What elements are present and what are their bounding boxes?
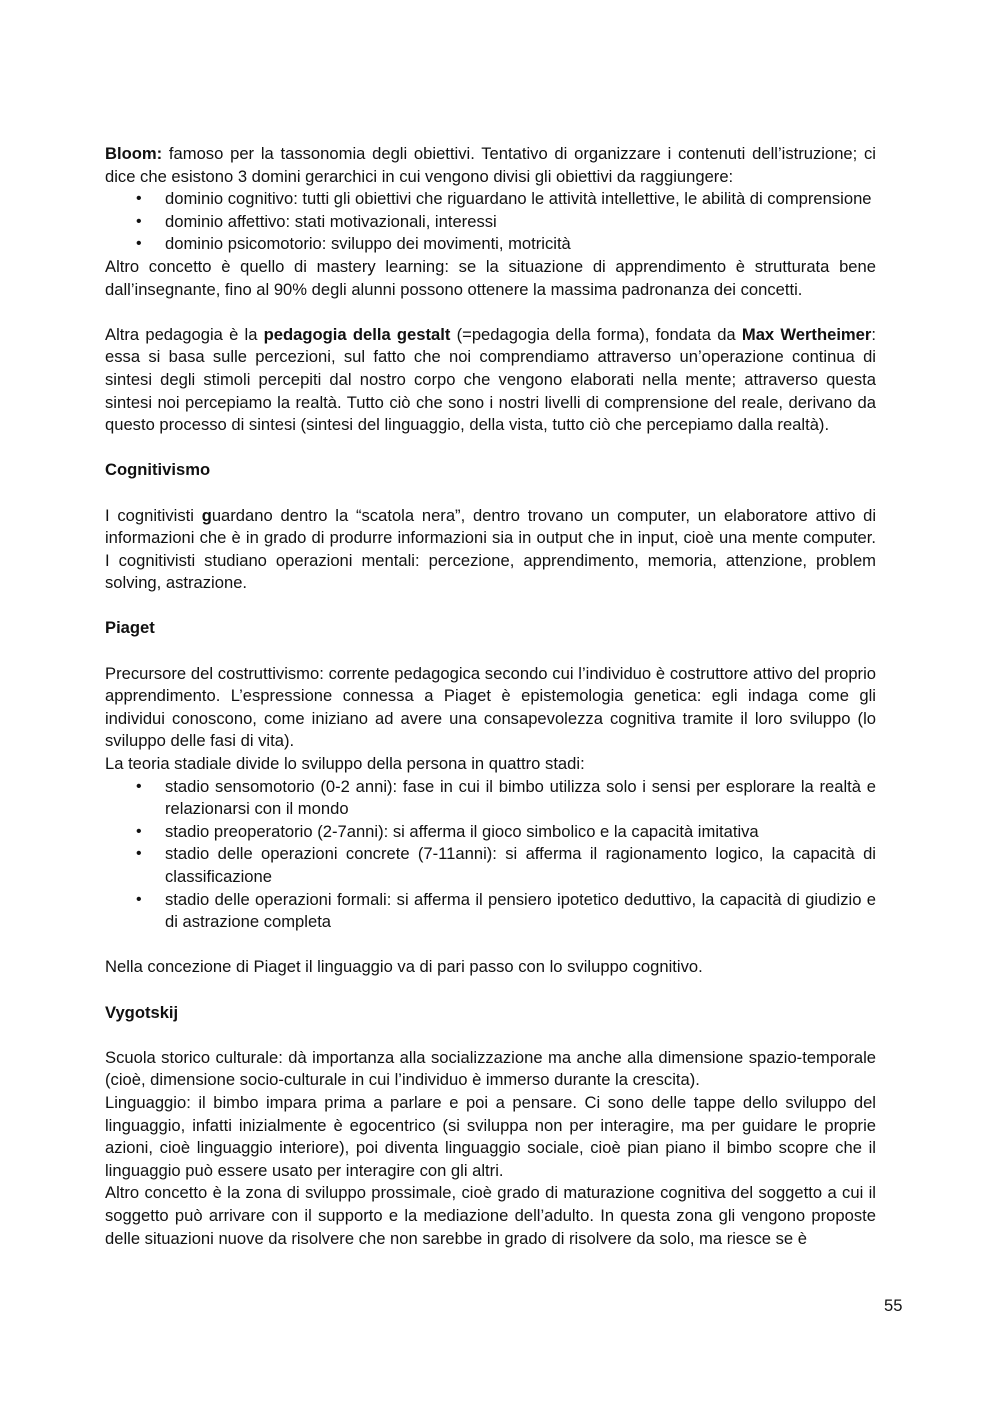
- page-number: 55: [884, 1296, 903, 1315]
- mastery-paragraph: Altro concetto è quello di mastery learning: se la situazione di apprendimento è strutturata bene dall’insegnante, fino al 90% degli alunni possono ottenere la massima padronanza dei concetti.: [105, 256, 876, 299]
- gestalt-paragraph: Altra pedagogia è la pedagogia della gestalt (=pedagogia della forma), fondata da Max Wertheimer: essa si basa sulle percezioni, sul fatto che noi comprendiamo attraverso un’operazione continua di sintesi degli stimoli percepiti dal nostro corpo che vengono elaborati nella mente; attraverso questa sintesi noi percepiamo la realtà. Tutto ciò che sono i nostri livelli di comprensione del reale, derivano da questo processo di sintesi (sintesi del linguaggio, della vista, tutto ciò che percepiamo dalla realtà).: [105, 324, 876, 435]
- heading-piaget: Piaget: [105, 618, 155, 638]
- bloom-intro: Bloom: famoso per la tassonomia degli obiettivi. Tentativo di organizzare i contenuti dell’istruzione; ci dice che esistono 3 domini gerarchici in cui vengono divisi gli obiettivi da raggiungere:: [105, 144, 876, 186]
- piaget-paragraph-1: Precursore del costruttivismo: corrente pedagogica secondo cui l’individuo è costruttore attivo del proprio apprendimento. L’espressione connessa a Piaget è epistemologia genetica: egli indaga come gli individui conoscono, come iniziano ad avere una consapevolezza cognitiva tramite il loro sviluppo (lo sviluppo delle fasi di vita).: [105, 663, 876, 751]
- list-item: • stadio sensomotorio (0-2 anni): fase in cui il bimbo utilizza solo i sensi per esplorare la realtà e relazionarsi con il mondo: [105, 776, 876, 821]
- heading-vygotskij: Vygotskij: [105, 1002, 179, 1022]
- piaget-paragraph-2: La teoria stadiale divide lo sviluppo della persona in quattro stadi:: [105, 754, 585, 774]
- piaget-paragraph-3: Nella concezione di Piaget il linguaggio va di pari passo con lo sviluppo cognitivo.: [105, 957, 703, 977]
- list-item: • dominio psicomotorio: sviluppo dei movimenti, motricità: [105, 233, 876, 256]
- cognitivismo-paragraph: I cognitivisti guardano dentro la “scatola nera”, dentro trovano un computer, un elaboratore attivo di informazioni che è in grado di produrre informazioni sia in output che in input, cioè una mente computer. I cognitivisti studiano operazioni mentali: percezione, apprendimento, memoria, attenzione, problem solving, astrazione.: [105, 505, 877, 593]
- heading-cognitivismo: Cognitivismo: [105, 460, 211, 480]
- bloom-domains-list: [105, 188, 876, 256]
- list-item: • stadio delle operazioni formali: si afferma il pensiero ipotetico deduttivo, la capacità di giudizio e di astrazione completa: [105, 889, 876, 934]
- piaget-stages-list: [105, 776, 876, 934]
- list-item: • stadio preoperatorio (2-7anni): si afferma il gioco simbolico e la capacità imitativa: [105, 821, 876, 844]
- list-item: • stadio delle operazioni concrete (7-11anni): si afferma il ragionamento logico, la capacità di classificazione: [105, 843, 876, 888]
- vygotskij-paragraph-1: Scuola storico culturale: dà importanza alla socializzazione ma anche alla dimensione spazio-temporale (cioè, dimensione socio-culturale in cui l’individuo è immerso durante la crescita).: [105, 1047, 876, 1090]
- list-item: • dominio affettivo: stati motivazionali, interessi: [105, 211, 876, 234]
- vygotskij-paragraph-2: Linguaggio: il bimbo impara prima a parlare e poi a pensare. Ci sono delle tappe dello sviluppo del linguaggio, infatti inizialmente è egocentrico (si sviluppa non per interagire, ma per guidare le proprie azioni, cioè linguaggio interiore), poi diventa linguaggio sociale, cioè pian piano il bimbo scopre che il linguaggio può essere usato per interagire con gli altri.: [105, 1092, 876, 1180]
- document-page: [105, 143, 876, 1250]
- list-item: • dominio cognitivo: tutti gli obiettivi che riguardano le attività intellettive, le abilità di comprensione: [105, 188, 876, 211]
- bloom-term: Bloom:: [105, 144, 163, 163]
- vygotskij-paragraph-3: Altro concetto è la zona di sviluppo prossimale, cioè grado di maturazione cognitiva del soggetto a cui il soggetto può arrivare con il supporto e la mediazione dell’adulto. In questa zona gli vengono proposte delle situazioni nuove da risolvere che non sarebbe in grado di risolvere da solo, ma riesce se è: [105, 1183, 876, 1248]
